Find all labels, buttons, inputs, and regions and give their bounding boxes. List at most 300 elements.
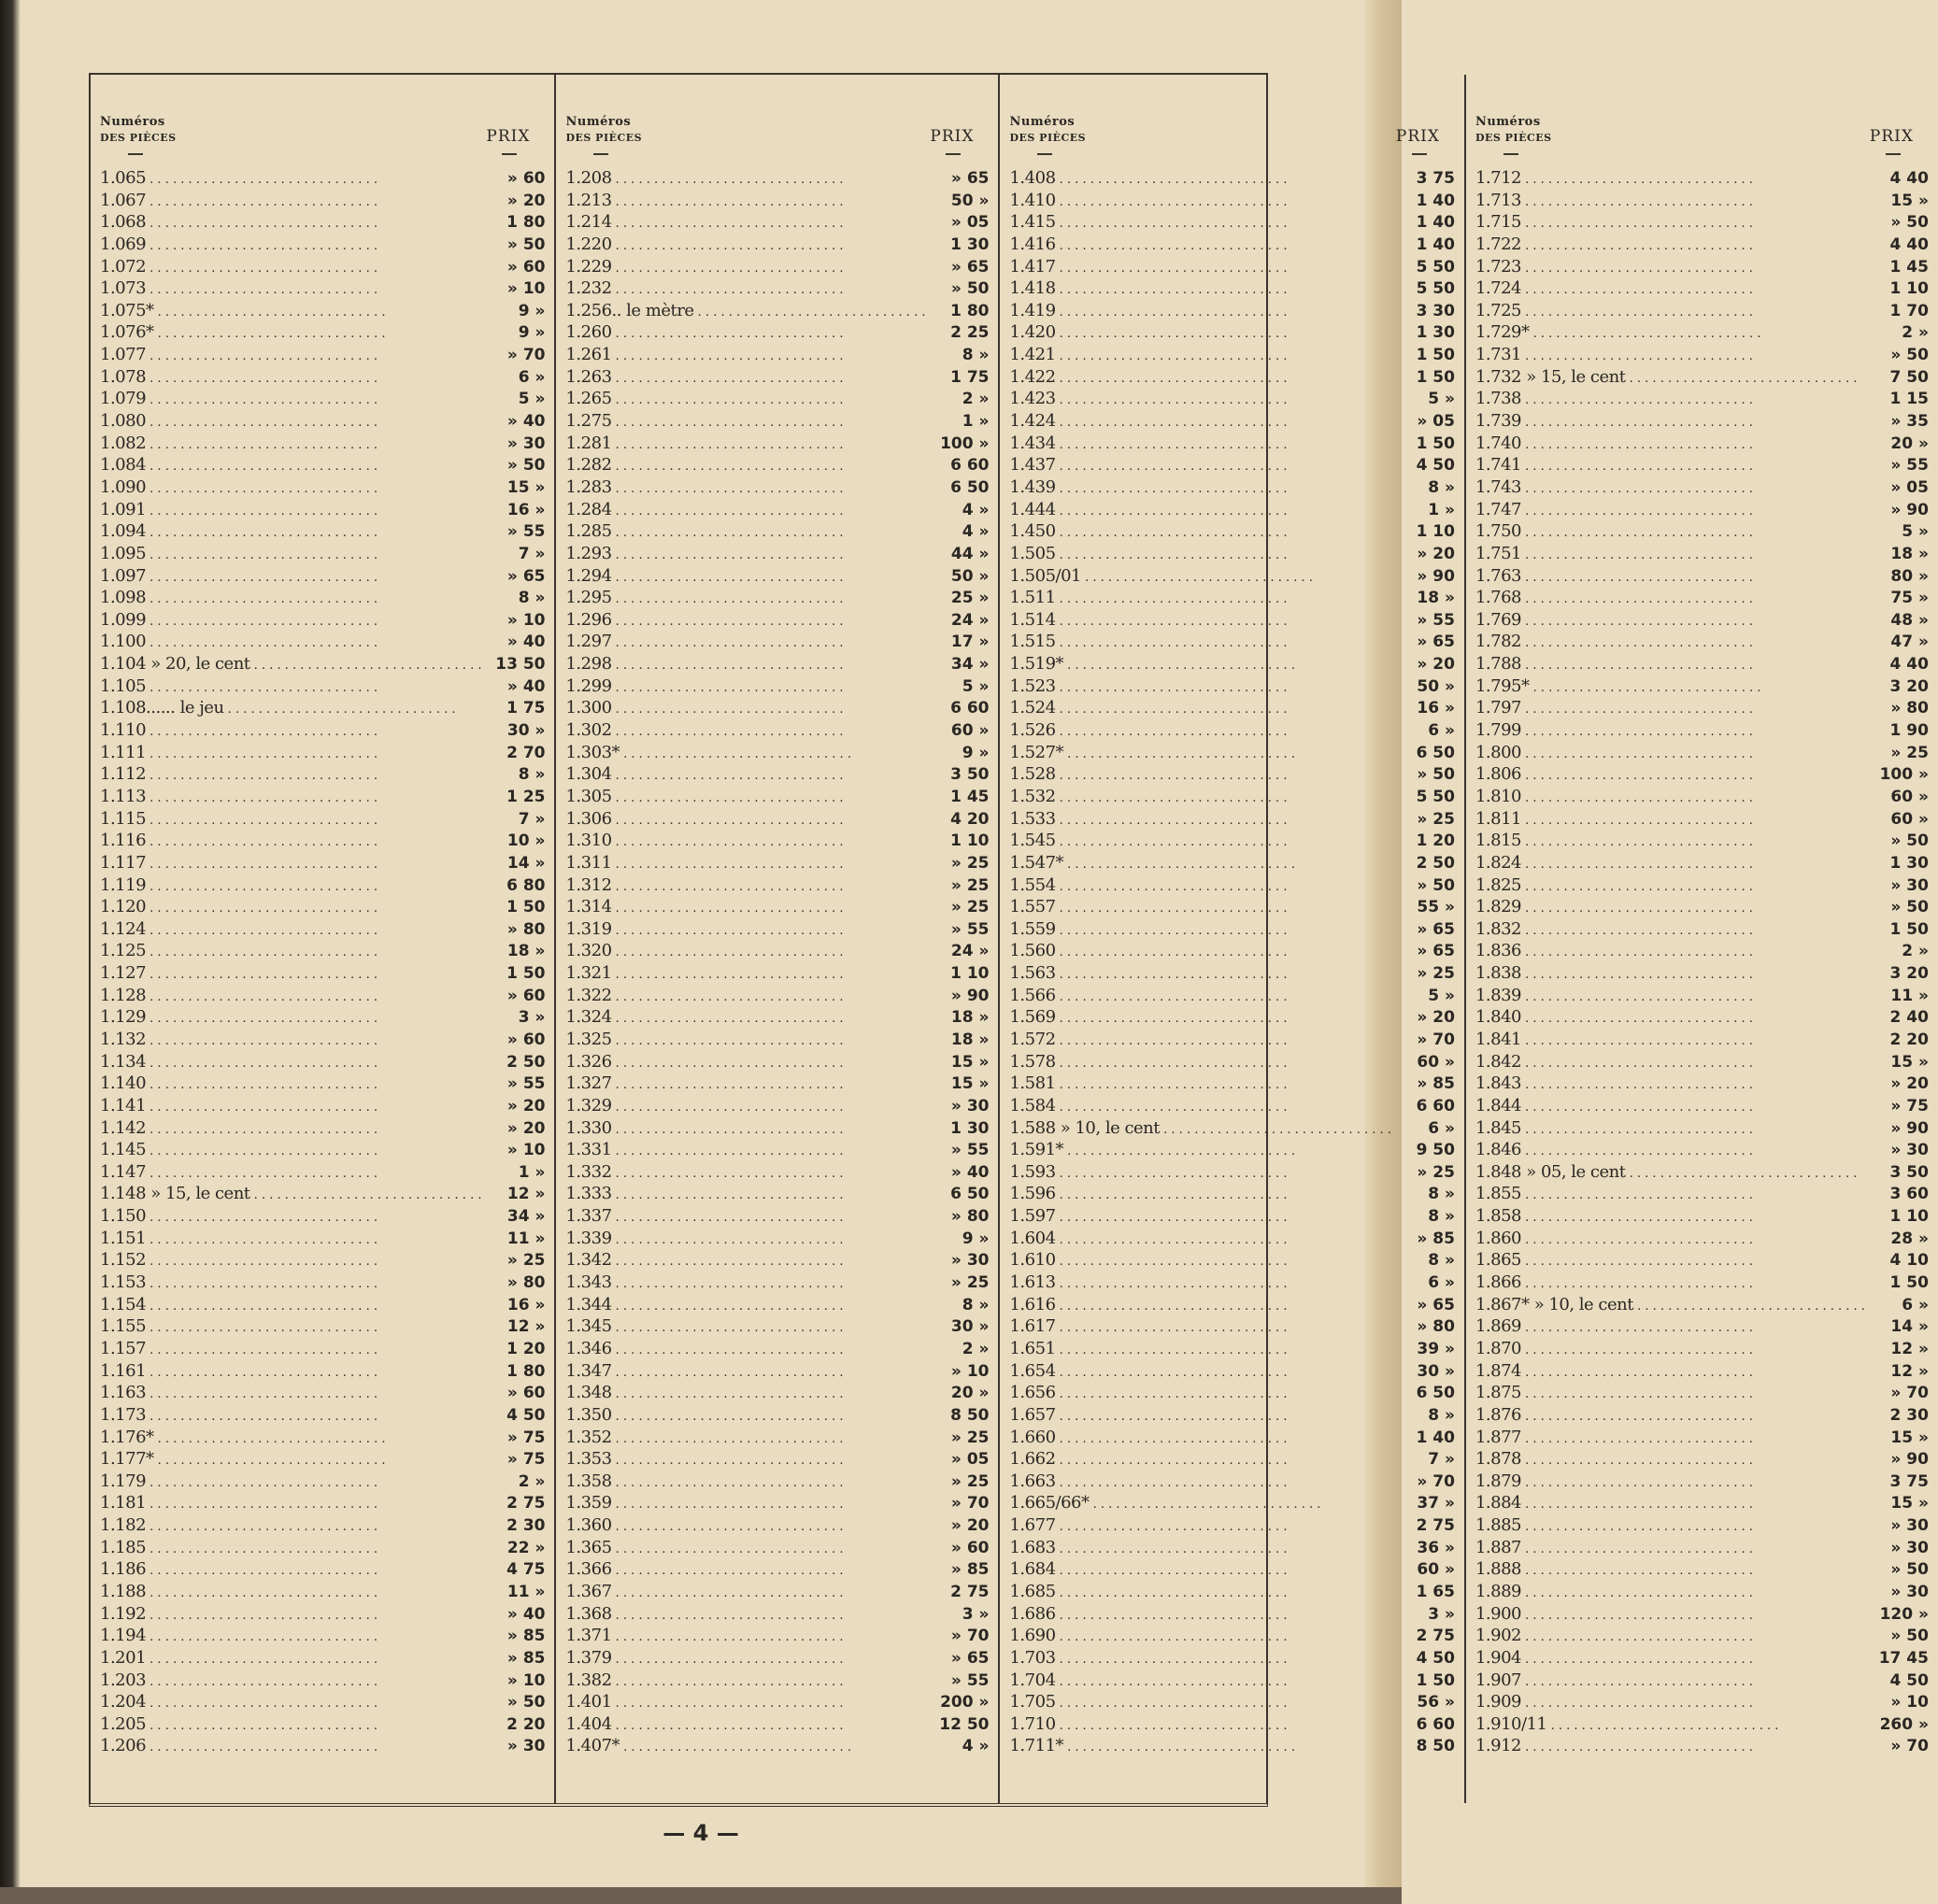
price-row xyxy=(1475,720,1931,743)
part-number: 1.569 . . . xyxy=(1009,1007,1390,1027)
header-dash xyxy=(1037,153,1052,163)
part-number: 1.683 . . . xyxy=(1009,1538,1390,1557)
price-row xyxy=(1475,1559,1931,1582)
part-number: 1.511 . . . xyxy=(1009,588,1390,607)
price-row xyxy=(1475,544,1931,566)
part-number: 1.298 . . . xyxy=(565,654,925,674)
numeros-header-line1: Numéros xyxy=(100,115,165,129)
price-row xyxy=(100,257,547,279)
price-row xyxy=(565,1471,990,1494)
part-number: 1.100 . . . xyxy=(100,632,481,651)
part-number: 1.572 . . . xyxy=(1009,1030,1390,1049)
price-row xyxy=(565,477,990,500)
part-price: 3 » xyxy=(518,1008,546,1028)
part-price: 4 40 xyxy=(1889,234,1929,254)
price-row xyxy=(1475,1515,1931,1538)
header-dash xyxy=(1412,153,1427,163)
part-number: 1.117 . . . xyxy=(100,853,481,873)
header-dash xyxy=(502,153,517,163)
part-number: 1.204 . . . xyxy=(100,1692,481,1712)
part-number: 1.909 . . . xyxy=(1475,1692,1865,1712)
price-row xyxy=(565,1162,990,1185)
price-row xyxy=(1475,566,1931,589)
price-row xyxy=(1475,1030,1931,1052)
part-price: 5 50 xyxy=(1416,279,1455,299)
part-price: 37 » xyxy=(1417,1494,1455,1513)
part-number: 1.662 . . . xyxy=(1009,1449,1390,1469)
part-number: 1.685 . . . xyxy=(1009,1582,1390,1601)
part-number: 1.743 . . . xyxy=(1475,477,1865,497)
part-price: 8 » xyxy=(518,589,546,608)
part-number: 1.324 . . . xyxy=(565,1007,925,1027)
numeros-header-line2: DES PIÈCES xyxy=(565,132,643,144)
part-price: » 10 xyxy=(506,279,546,299)
part-number: 1.163 . . . xyxy=(100,1383,481,1402)
part-price: » 90 xyxy=(1890,1118,1929,1138)
part-number: 1.153 . . . xyxy=(100,1272,481,1292)
part-number: 1.437 . . . xyxy=(1009,455,1390,475)
part-price: 2 50 xyxy=(1416,853,1455,873)
part-number: 1.902 . . . xyxy=(1475,1626,1865,1645)
part-number: 1.523 . . . xyxy=(1009,676,1390,696)
price-row xyxy=(565,1184,990,1206)
part-number: 1.094 . . . xyxy=(100,521,481,541)
part-price: 1 30 xyxy=(950,234,990,254)
price-column-2 xyxy=(556,75,1000,1803)
price-row xyxy=(1009,411,1456,433)
part-number: 1.434 . . . xyxy=(1009,433,1390,453)
price-row xyxy=(565,278,990,301)
price-row xyxy=(1475,278,1931,301)
part-number: 1.379 . . . xyxy=(565,1648,925,1668)
price-row xyxy=(100,212,547,234)
part-price: 2 75 xyxy=(1416,1627,1455,1646)
price-row xyxy=(565,389,990,411)
part-price: 1 10 xyxy=(950,831,990,851)
part-price: » 20 xyxy=(506,191,546,210)
part-price: 7 » xyxy=(1428,1450,1455,1470)
part-price: 50 » xyxy=(950,566,990,586)
part-price: » 20 xyxy=(1417,1008,1455,1028)
part-price: 4 » xyxy=(962,1737,990,1756)
part-number: 1.545 . . . xyxy=(1009,831,1390,850)
part-price: 60 » xyxy=(1417,1052,1455,1072)
price-row xyxy=(100,588,547,610)
part-price: » 75 xyxy=(506,1428,546,1447)
part-number: 1.182 . . . xyxy=(100,1515,481,1535)
price-row xyxy=(1009,1626,1456,1648)
part-number: 1.690 . . . xyxy=(1009,1626,1390,1645)
part-price: 8 » xyxy=(1428,1207,1455,1227)
part-number: 1.260 . . . xyxy=(565,322,925,342)
part-number: 1.738 . . . xyxy=(1475,389,1865,408)
price-row xyxy=(100,654,547,676)
part-number: 1.181 . . . xyxy=(100,1493,481,1513)
price-row xyxy=(565,455,990,477)
part-number: 1.332 . . . xyxy=(565,1162,925,1182)
price-row xyxy=(1475,809,1931,831)
part-number: 1.079 . . . xyxy=(100,389,481,408)
part-number: 1.855 . . . xyxy=(1475,1184,1865,1203)
part-price: 5 50 xyxy=(1416,257,1455,277)
part-price: 34 » xyxy=(506,1207,546,1227)
part-number: 1.439 . . . xyxy=(1009,477,1390,497)
part-number: 1.860 . . . xyxy=(1475,1229,1865,1248)
part-price: 1 25 xyxy=(506,787,546,806)
part-number: 1.450 . . . xyxy=(1009,521,1390,541)
price-row xyxy=(565,191,990,213)
part-price: » 85 xyxy=(1417,1229,1455,1248)
price-row xyxy=(1475,1206,1931,1229)
part-number: 1.505/01 . . . xyxy=(1009,566,1390,586)
prix-header: PRIX xyxy=(1395,127,1440,146)
price-row xyxy=(565,676,990,699)
part-price: 1 50 xyxy=(506,964,546,984)
price-row xyxy=(1475,322,1931,345)
price-row xyxy=(565,1206,990,1229)
part-number: 1.097 . . . xyxy=(100,566,481,586)
price-row xyxy=(100,1316,547,1339)
part-price: » 25 xyxy=(950,875,990,895)
part-price: » 25 xyxy=(950,1471,990,1491)
price-row xyxy=(1475,632,1931,654)
price-column-1 xyxy=(91,75,556,1803)
part-price: » 25 xyxy=(506,1251,546,1271)
part-price: 5 » xyxy=(962,676,990,696)
price-row xyxy=(1009,1206,1456,1229)
part-price: 1 50 xyxy=(1889,1273,1929,1293)
price-row xyxy=(1475,168,1931,191)
part-number: 1.806 . . . xyxy=(1475,764,1865,784)
part-number: 1.365 . . . xyxy=(565,1538,925,1557)
price-row xyxy=(1475,389,1931,411)
part-number: 1.887 . . . xyxy=(1475,1538,1865,1557)
part-price: 6 60 xyxy=(1416,1096,1455,1115)
part-price: » 50 xyxy=(1890,898,1929,917)
part-price: 8 » xyxy=(1428,1405,1455,1425)
part-price: 15 » xyxy=(950,1074,990,1094)
price-rows xyxy=(1475,168,1931,1758)
part-price: 1 75 xyxy=(950,367,990,387)
part-price: » 55 xyxy=(506,1074,546,1094)
header-dash xyxy=(593,153,608,163)
part-price: » 25 xyxy=(1417,809,1455,829)
part-price: 6 80 xyxy=(506,875,546,895)
part-price: 1 50 xyxy=(506,898,546,917)
price-row xyxy=(565,1670,990,1693)
price-row xyxy=(565,963,990,986)
part-number: 1.105 . . . xyxy=(100,676,481,696)
part-number: 1.407* . . . xyxy=(565,1736,925,1755)
part-price: 12 » xyxy=(1890,1361,1929,1381)
price-row xyxy=(1475,1295,1931,1317)
part-price: 1 20 xyxy=(506,1339,546,1358)
part-price: 2 75 xyxy=(506,1494,546,1513)
part-price: 28 » xyxy=(1890,1229,1929,1248)
price-row xyxy=(100,1405,547,1428)
price-row xyxy=(565,1428,990,1450)
price-row xyxy=(1009,986,1456,1008)
price-row xyxy=(100,1162,547,1185)
part-number: 1.120 . . . xyxy=(100,897,481,916)
price-row xyxy=(100,1118,547,1141)
part-number: 1.839 . . . xyxy=(1475,986,1865,1005)
part-price: 47 » xyxy=(1890,632,1929,652)
part-price: » 55 xyxy=(950,1141,990,1160)
price-row xyxy=(1475,1052,1931,1074)
part-price: 5 » xyxy=(518,390,546,409)
part-number: 1.345 . . . xyxy=(565,1316,925,1336)
part-price: 2 » xyxy=(1902,942,1929,961)
price-row xyxy=(565,831,990,853)
part-number: 1.068 . . . xyxy=(100,212,481,232)
price-row xyxy=(1475,1604,1931,1627)
part-price: » 20 xyxy=(1890,1074,1929,1094)
part-price: 34 » xyxy=(950,655,990,675)
price-row xyxy=(565,1493,990,1515)
part-price: 2 20 xyxy=(506,1714,546,1734)
part-number: 1.284 . . . xyxy=(565,500,925,519)
part-price: 4 50 xyxy=(1416,1648,1455,1668)
column-header xyxy=(1009,101,1456,146)
part-number: 1.303* . . . xyxy=(565,743,925,762)
price-row xyxy=(1009,831,1456,853)
price-rows xyxy=(565,168,990,1758)
header-rule xyxy=(100,146,547,163)
part-price: 75 » xyxy=(1890,589,1929,608)
price-row xyxy=(1009,1162,1456,1185)
price-row xyxy=(1009,212,1456,234)
part-number: 1.876 . . . xyxy=(1475,1405,1865,1425)
part-price: 8 » xyxy=(962,346,990,365)
part-price: » 75 xyxy=(506,1450,546,1470)
part-price: » 25 xyxy=(950,1273,990,1293)
part-price: » 80 xyxy=(1417,1317,1455,1337)
part-number: 1.333 . . . xyxy=(565,1184,925,1203)
price-row xyxy=(565,743,990,765)
part-price: 9 » xyxy=(518,323,546,343)
part-number: 1.319 . . . xyxy=(565,919,925,939)
price-row xyxy=(1475,698,1931,720)
price-row xyxy=(100,1582,547,1604)
price-row xyxy=(100,278,547,301)
part-number: 1.596 . . . xyxy=(1009,1184,1390,1203)
price-row xyxy=(565,500,990,522)
price-row xyxy=(1009,588,1456,610)
part-price: 15 » xyxy=(1890,1494,1929,1513)
part-number: 1.588 » 10, le cent . . . xyxy=(1009,1118,1390,1138)
price-row xyxy=(1475,1073,1931,1096)
part-number: 1.722 . . . xyxy=(1475,234,1865,254)
part-number: 1.527* . . . xyxy=(1009,743,1390,762)
part-number: 1.283 . . . xyxy=(565,477,925,497)
part-number: 1.296 . . . xyxy=(565,610,925,630)
price-row xyxy=(100,1272,547,1295)
part-number: 1.811 . . . xyxy=(1475,809,1865,829)
part-price: 14 » xyxy=(1890,1317,1929,1337)
part-price: 1 » xyxy=(518,1162,546,1182)
part-number: 1.339 . . . xyxy=(565,1229,925,1248)
price-row xyxy=(1475,1405,1931,1428)
part-price: » 05 xyxy=(1417,412,1455,432)
part-number: 1.206 . . . xyxy=(100,1736,481,1755)
part-price: » 50 xyxy=(1417,765,1455,785)
price-row xyxy=(565,1140,990,1162)
part-price: 50 » xyxy=(950,191,990,210)
part-number: 1.604 . . . xyxy=(1009,1229,1390,1248)
part-number: 1.232 . . . xyxy=(565,278,925,298)
part-number: 1.213 . . . xyxy=(565,191,925,210)
part-price: 1 80 xyxy=(950,301,990,320)
part-number: 1.711* . . . xyxy=(1009,1736,1390,1755)
price-row xyxy=(565,1361,990,1384)
price-row xyxy=(1009,367,1456,390)
price-row xyxy=(1475,1272,1931,1295)
price-row xyxy=(100,1449,547,1471)
part-number: 1.424 . . . xyxy=(1009,411,1390,431)
part-number: 1.415 . . . xyxy=(1009,212,1390,232)
part-number: 1.879 . . . xyxy=(1475,1471,1865,1491)
part-price: » 85 xyxy=(950,1560,990,1580)
part-price: » 65 xyxy=(950,257,990,277)
part-price: 1 30 xyxy=(1889,853,1929,873)
part-price: » 50 xyxy=(950,279,990,299)
part-price: » 55 xyxy=(506,522,546,542)
page-number: — 4 — xyxy=(663,1820,739,1846)
part-price: 1 10 xyxy=(1889,279,1929,299)
part-number: 1.788 . . . xyxy=(1475,654,1865,674)
part-number: 1.132 . . . xyxy=(100,1030,481,1049)
part-number: 1.528 . . . xyxy=(1009,764,1390,784)
part-price: 56 » xyxy=(1417,1693,1455,1712)
part-price: » 30 xyxy=(506,433,546,453)
part-price: 18 » xyxy=(1417,589,1455,608)
part-number: 1.591* . . . xyxy=(1009,1140,1390,1159)
part-price: 30 » xyxy=(506,721,546,741)
part-number: 1.275 . . . xyxy=(565,411,925,431)
part-price: » 50 xyxy=(1890,1560,1929,1580)
price-row xyxy=(565,941,990,963)
part-number: 1.371 . . . xyxy=(565,1626,925,1645)
part-price: » 05 xyxy=(950,213,990,233)
price-row xyxy=(1475,1118,1931,1141)
part-number: 1.732 » 15, le cent . . . xyxy=(1475,367,1865,387)
part-price: 50 » xyxy=(1417,676,1455,696)
price-row xyxy=(1009,764,1456,787)
price-row xyxy=(1475,411,1931,433)
price-row xyxy=(100,853,547,875)
price-row xyxy=(565,588,990,610)
price-row xyxy=(1475,1229,1931,1251)
part-price: 24 » xyxy=(950,942,990,961)
part-price: 9 » xyxy=(518,301,546,320)
price-row xyxy=(1475,1692,1931,1714)
part-number: 1.610 . . . xyxy=(1009,1250,1390,1270)
price-row xyxy=(565,566,990,589)
part-number: 1.302 . . . xyxy=(565,720,925,740)
part-number: 1.418 . . . xyxy=(1009,278,1390,298)
part-price: 60 » xyxy=(950,721,990,741)
part-number: 1.715 . . . xyxy=(1475,212,1865,232)
part-number: 1.739 . . . xyxy=(1475,411,1865,431)
price-row xyxy=(565,632,990,654)
part-price: 1 50 xyxy=(1416,367,1455,387)
price-row xyxy=(1009,389,1456,411)
price-row xyxy=(1009,1295,1456,1317)
part-price: 25 » xyxy=(950,589,990,608)
price-row xyxy=(565,764,990,787)
price-row xyxy=(1009,566,1456,589)
price-row xyxy=(1475,1339,1931,1361)
header-dash xyxy=(1886,153,1901,163)
part-price: » 20 xyxy=(506,1118,546,1138)
part-number: 1.524 . . . xyxy=(1009,698,1390,718)
numeros-header-line2: DES PIÈCES xyxy=(1009,132,1087,144)
part-price: » 30 xyxy=(1890,1141,1929,1160)
price-row xyxy=(1009,654,1456,676)
price-row xyxy=(565,1692,990,1714)
part-price: 8 » xyxy=(1428,477,1455,497)
part-number: 1.124 . . . xyxy=(100,919,481,939)
part-number: 1.884 . . . xyxy=(1475,1493,1865,1513)
price-row xyxy=(1475,743,1931,765)
part-number: 1.140 . . . xyxy=(100,1073,481,1093)
part-price: 2 50 xyxy=(506,1052,546,1072)
price-row xyxy=(1475,610,1931,632)
part-price: 2 75 xyxy=(1416,1516,1455,1536)
price-row xyxy=(1009,1229,1456,1251)
part-number: 1.325 . . . xyxy=(565,1030,925,1049)
part-number: 1.306 . . . xyxy=(565,809,925,829)
column-header xyxy=(100,101,547,146)
price-row xyxy=(565,720,990,743)
part-number: 1.912 . . . xyxy=(1475,1736,1865,1755)
price-row xyxy=(100,831,547,853)
part-price: 2 » xyxy=(962,1339,990,1358)
price-row xyxy=(100,1295,547,1317)
part-price: 1 75 xyxy=(506,699,546,718)
price-row xyxy=(1475,455,1931,477)
part-price: 11 » xyxy=(506,1583,546,1601)
numeros-header xyxy=(100,114,177,146)
price-row xyxy=(1475,764,1931,787)
price-row xyxy=(1009,544,1456,566)
part-number: 1.220 . . . xyxy=(565,234,925,254)
part-price: 1 45 xyxy=(1889,257,1929,277)
price-row xyxy=(565,168,990,191)
part-price: 6 » xyxy=(518,367,546,387)
price-row xyxy=(1009,897,1456,919)
part-number: 1.401 . . . xyxy=(565,1692,925,1712)
part-number: 1.795* . . . xyxy=(1475,676,1865,696)
part-number: 1.677 . . . xyxy=(1009,1515,1390,1535)
part-price: » 80 xyxy=(1890,699,1929,718)
part-number: 1.840 . . . xyxy=(1475,1007,1865,1027)
part-price: 6 » xyxy=(1428,721,1455,741)
part-number: 1.150 . . . xyxy=(100,1206,481,1226)
part-number: 1.295 . . . xyxy=(565,588,925,607)
part-price: 1 » xyxy=(962,412,990,432)
price-row xyxy=(565,1559,990,1582)
part-price: » 30 xyxy=(1890,875,1929,895)
price-row xyxy=(1009,1073,1456,1096)
part-price: 3 30 xyxy=(1416,301,1455,320)
part-price: 11 » xyxy=(1890,986,1929,1005)
price-row xyxy=(100,1736,547,1758)
part-price: 8 » xyxy=(518,765,546,785)
part-number: 1.651 . . . xyxy=(1009,1339,1390,1358)
part-number: 1.768 . . . xyxy=(1475,588,1865,607)
